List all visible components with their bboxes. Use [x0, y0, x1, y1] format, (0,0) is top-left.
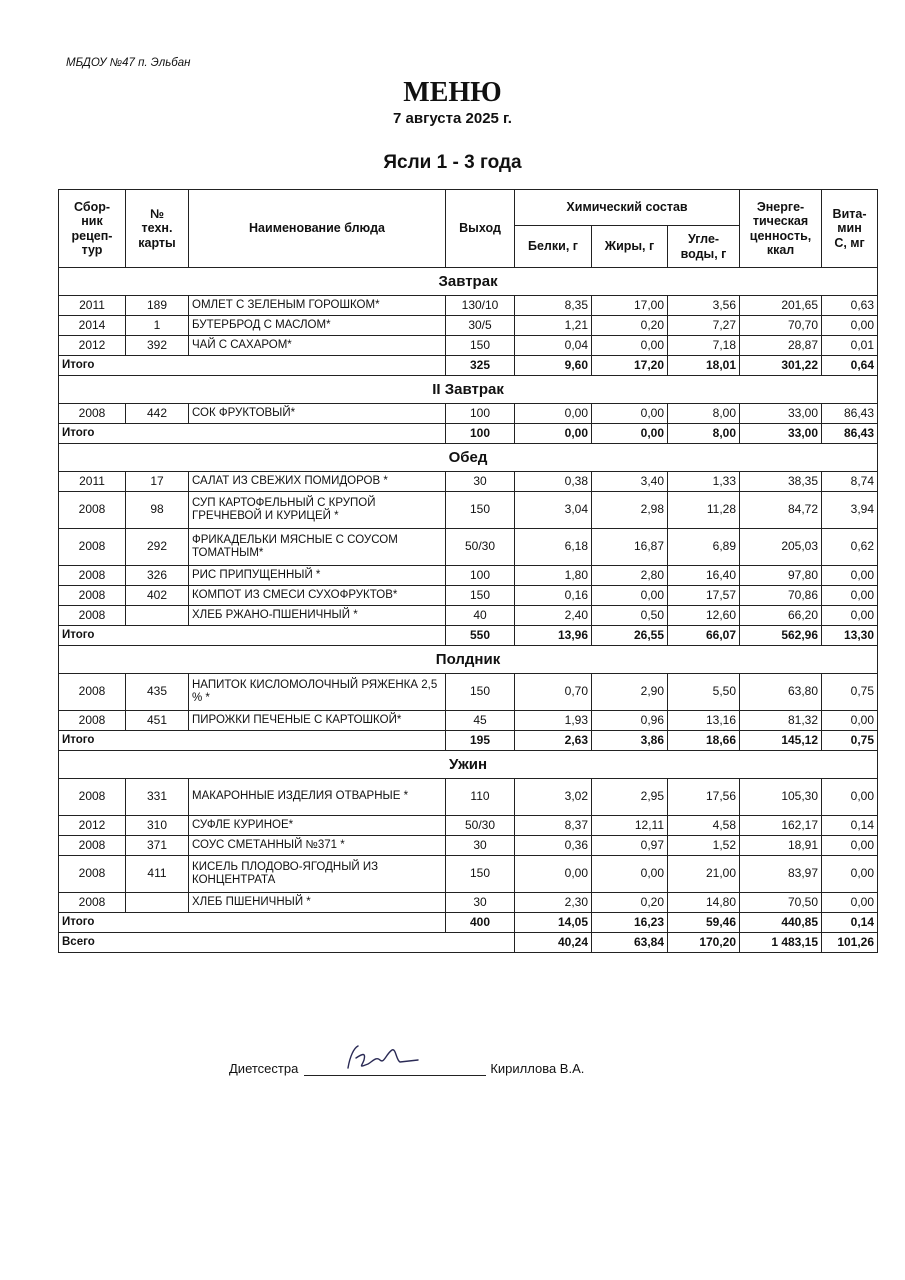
yield-cell: 150: [446, 336, 515, 356]
table-row: [59, 492, 878, 529]
fat-cell: 2,98: [592, 492, 668, 529]
section-total-row: [59, 424, 878, 444]
protein-cell: 3,02: [515, 779, 592, 816]
total-label: Итого: [59, 731, 446, 751]
fat-cell: 2,95: [592, 779, 668, 816]
fat-cell: 17,00: [592, 296, 668, 316]
protein-cell: 0,38: [515, 472, 592, 492]
total-label: Итого: [59, 913, 446, 933]
dish-name-cell: ЧАЙ С САХАРОМ*: [189, 336, 446, 356]
recipe-collection-cell: 2008: [59, 674, 126, 711]
protein-cell: 0,16: [515, 586, 592, 606]
dish-name-cell: СОК ФРУКТОВЫЙ*: [189, 404, 446, 424]
dish-name-cell: ФРИКАДЕЛЬКИ МЯСНЫЕ С СОУСОМ ТОМАТНЫМ*: [189, 529, 446, 566]
vitamin-cell: 0,01: [822, 336, 878, 356]
total-yield-cell: 100: [446, 424, 515, 444]
total-fat-cell: 17,20: [592, 356, 668, 376]
tech-card-cell: 189: [126, 296, 189, 316]
recipe-collection-cell: 2008: [59, 606, 126, 626]
age-group: Ясли 1 - 3 года: [383, 152, 522, 173]
carbs-cell: 7,27: [668, 316, 740, 336]
energy-cell: 18,91: [740, 836, 822, 856]
fat-cell: 3,40: [592, 472, 668, 492]
total-vitamin-cell: 13,30: [822, 626, 878, 646]
total-carbs-cell: 66,07: [668, 626, 740, 646]
fat-cell: 0,00: [592, 336, 668, 356]
organization-name: МБДОУ №47 п. Эльбан: [66, 57, 191, 69]
grand-total-row: [59, 933, 878, 953]
total-vitamin-cell: 0,64: [822, 356, 878, 376]
yield-cell: 150: [446, 856, 515, 893]
energy-cell: 201,65: [740, 296, 822, 316]
menu-body: [59, 268, 878, 953]
yield-cell: 30: [446, 836, 515, 856]
dish-name-cell: КИСЕЛЬ ПЛОДОВО-ЯГОДНЫЙ ИЗ КОНЦЕНТРАТА: [189, 856, 446, 893]
section-total-row: [59, 731, 878, 751]
yield-cell: 150: [446, 674, 515, 711]
grand-total-energy-cell: 1 483,15: [740, 933, 822, 953]
total-vitamin-cell: 86,43: [822, 424, 878, 444]
carbs-cell: 13,16: [668, 711, 740, 731]
energy-cell: 33,00: [740, 404, 822, 424]
fat-cell: 0,96: [592, 711, 668, 731]
vitamin-cell: 0,00: [822, 566, 878, 586]
energy-cell: 70,70: [740, 316, 822, 336]
carbs-cell: 6,89: [668, 529, 740, 566]
energy-cell: 97,80: [740, 566, 822, 586]
yield-cell: 50/30: [446, 529, 515, 566]
recipe-collection-cell: 2008: [59, 566, 126, 586]
total-protein-cell: 13,96: [515, 626, 592, 646]
total-yield-cell: 195: [446, 731, 515, 751]
tech-card-cell: 411: [126, 856, 189, 893]
header-tech-card: № техн. карты: [126, 190, 189, 268]
energy-cell: 38,35: [740, 472, 822, 492]
fat-cell: 0,97: [592, 836, 668, 856]
total-energy-cell: 301,22: [740, 356, 822, 376]
yield-cell: 110: [446, 779, 515, 816]
table-row: [59, 711, 878, 731]
total-fat-cell: 3,86: [592, 731, 668, 751]
carbs-cell: 17,56: [668, 779, 740, 816]
section-total-row: [59, 356, 878, 376]
section-header-row: [59, 751, 878, 779]
section-title: Ужин: [59, 751, 878, 779]
carbs-cell: 8,00: [668, 404, 740, 424]
section-title: II Завтрак: [59, 376, 878, 404]
table-row: [59, 336, 878, 356]
tech-card-cell: [126, 893, 189, 913]
carbs-cell: 17,57: [668, 586, 740, 606]
recipe-collection-cell: 2011: [59, 472, 126, 492]
section-header-row: [59, 376, 878, 404]
header-collection: Сбор- ник рецеп- тур: [59, 190, 126, 268]
vitamin-cell: 0,00: [822, 779, 878, 816]
protein-cell: 2,30: [515, 893, 592, 913]
vitamin-cell: 0,63: [822, 296, 878, 316]
table-row: [59, 893, 878, 913]
header-vitamin: Вита- мин С, мг: [822, 190, 878, 268]
carbs-cell: 16,40: [668, 566, 740, 586]
dish-name-cell: РИС ПРИПУЩЕННЫЙ *: [189, 566, 446, 586]
total-carbs-cell: 18,66: [668, 731, 740, 751]
section-total-row: [59, 913, 878, 933]
recipe-collection-cell: 2014: [59, 316, 126, 336]
section-total-row: [59, 626, 878, 646]
yield-cell: 40: [446, 606, 515, 626]
tech-card-cell: 371: [126, 836, 189, 856]
recipe-collection-cell: 2008: [59, 404, 126, 424]
protein-cell: 0,00: [515, 856, 592, 893]
dish-name-cell: НАПИТОК КИСЛОМОЛОЧНЫЙ РЯЖЕНКА 2,5 % *: [189, 674, 446, 711]
dish-name-cell: СОУС СМЕТАННЫЙ №371 *: [189, 836, 446, 856]
energy-cell: 205,03: [740, 529, 822, 566]
energy-cell: 70,86: [740, 586, 822, 606]
vitamin-cell: 0,00: [822, 606, 878, 626]
energy-cell: 63,80: [740, 674, 822, 711]
carbs-cell: 3,56: [668, 296, 740, 316]
tech-card-cell: 1: [126, 316, 189, 336]
total-protein-cell: 14,05: [515, 913, 592, 933]
protein-cell: 0,04: [515, 336, 592, 356]
tech-card-cell: 17: [126, 472, 189, 492]
protein-cell: 3,04: [515, 492, 592, 529]
menu-table: [58, 189, 878, 953]
protein-cell: 1,93: [515, 711, 592, 731]
recipe-collection-cell: 2008: [59, 856, 126, 893]
section-title: Полдник: [59, 646, 878, 674]
document-title: МЕНЮ: [403, 77, 502, 108]
protein-cell: 1,21: [515, 316, 592, 336]
table-row: [59, 606, 878, 626]
tech-card-cell: 326: [126, 566, 189, 586]
recipe-collection-cell: 2012: [59, 336, 126, 356]
total-carbs-cell: 8,00: [668, 424, 740, 444]
energy-cell: 162,17: [740, 816, 822, 836]
total-fat-cell: 26,55: [592, 626, 668, 646]
vitamin-cell: 0,14: [822, 816, 878, 836]
recipe-collection-cell: 2008: [59, 836, 126, 856]
fat-cell: 0,00: [592, 856, 668, 893]
table-row: [59, 856, 878, 893]
energy-cell: 70,50: [740, 893, 822, 913]
dish-name-cell: СУП КАРТОФЕЛЬНЫЙ С КРУПОЙ ГРЕЧНЕВОЙ И КУРИЦЕЙ *: [189, 492, 446, 529]
tech-card-cell: [126, 606, 189, 626]
recipe-collection-cell: 2008: [59, 492, 126, 529]
total-vitamin-cell: 0,14: [822, 913, 878, 933]
yield-cell: 45: [446, 711, 515, 731]
energy-cell: 83,97: [740, 856, 822, 893]
grand-total-protein-cell: 40,24: [515, 933, 592, 953]
vitamin-cell: 0,62: [822, 529, 878, 566]
yield-cell: 50/30: [446, 816, 515, 836]
carbs-cell: 7,18: [668, 336, 740, 356]
table-row: [59, 529, 878, 566]
yield-cell: 150: [446, 492, 515, 529]
total-carbs-cell: 18,01: [668, 356, 740, 376]
carbs-cell: 4,58: [668, 816, 740, 836]
grand-total-fat-cell: 63,84: [592, 933, 668, 953]
dish-name-cell: САЛАТ ИЗ СВЕЖИХ ПОМИДОРОВ *: [189, 472, 446, 492]
table-row: [59, 779, 878, 816]
vitamin-cell: 0,00: [822, 856, 878, 893]
yield-cell: 30: [446, 472, 515, 492]
table-row: [59, 674, 878, 711]
dish-name-cell: ХЛЕБ ПШЕНИЧНЫЙ *: [189, 893, 446, 913]
vitamin-cell: 3,94: [822, 492, 878, 529]
total-fat-cell: 16,23: [592, 913, 668, 933]
carbs-cell: 12,60: [668, 606, 740, 626]
yield-cell: 100: [446, 404, 515, 424]
header-energy: Энерге- тическая ценность, ккал: [740, 190, 822, 268]
header-carbs: Угле- воды, г: [668, 226, 740, 268]
fat-cell: 16,87: [592, 529, 668, 566]
vitamin-cell: 8,74: [822, 472, 878, 492]
table-row: [59, 586, 878, 606]
total-label: Итого: [59, 424, 446, 444]
recipe-collection-cell: 2008: [59, 529, 126, 566]
yield-cell: 130/10: [446, 296, 515, 316]
protein-cell: 2,40: [515, 606, 592, 626]
tech-card-cell: 310: [126, 816, 189, 836]
carbs-cell: 14,80: [668, 893, 740, 913]
total-fat-cell: 0,00: [592, 424, 668, 444]
tech-card-cell: 392: [126, 336, 189, 356]
dish-name-cell: КОМПОТ ИЗ СМЕСИ СУХОФРУКТОВ*: [189, 586, 446, 606]
protein-cell: 6,18: [515, 529, 592, 566]
yield-cell: 100: [446, 566, 515, 586]
section-header-row: [59, 268, 878, 296]
total-energy-cell: 562,96: [740, 626, 822, 646]
carbs-cell: 11,28: [668, 492, 740, 529]
tech-card-cell: 451: [126, 711, 189, 731]
total-energy-cell: 145,12: [740, 731, 822, 751]
fat-cell: 0,00: [592, 404, 668, 424]
yield-cell: 30: [446, 893, 515, 913]
signature-name: Кириллова В.А.: [490, 1061, 585, 1076]
energy-cell: 84,72: [740, 492, 822, 529]
grand-total-vitamin-cell: 101,26: [822, 933, 878, 953]
dish-name-cell: ОМЛЕТ С ЗЕЛЕНЫМ ГОРОШКОМ*: [189, 296, 446, 316]
vitamin-cell: 0,75: [822, 674, 878, 711]
protein-cell: 8,35: [515, 296, 592, 316]
vitamin-cell: 0,00: [822, 586, 878, 606]
table-row: [59, 472, 878, 492]
grand-total-label: Всего: [59, 933, 515, 953]
recipe-collection-cell: 2011: [59, 296, 126, 316]
dish-name-cell: ХЛЕБ РЖАНО-ПШЕНИЧНЫЙ *: [189, 606, 446, 626]
protein-cell: 8,37: [515, 816, 592, 836]
protein-cell: 1,80: [515, 566, 592, 586]
yield-cell: 30/5: [446, 316, 515, 336]
signature-block: [229, 1058, 584, 1076]
total-energy-cell: 440,85: [740, 913, 822, 933]
vitamin-cell: 0,00: [822, 711, 878, 731]
table-row: [59, 296, 878, 316]
total-protein-cell: 2,63: [515, 731, 592, 751]
vitamin-cell: 86,43: [822, 404, 878, 424]
table-row: [59, 566, 878, 586]
dish-name-cell: СУФЛЕ КУРИНОЕ*: [189, 816, 446, 836]
carbs-cell: 21,00: [668, 856, 740, 893]
table-row: [59, 836, 878, 856]
protein-cell: 0,70: [515, 674, 592, 711]
fat-cell: 0,50: [592, 606, 668, 626]
protein-cell: 0,36: [515, 836, 592, 856]
table-row: [59, 316, 878, 336]
fat-cell: 12,11: [592, 816, 668, 836]
header-dish-name: Наименование блюда: [189, 190, 446, 268]
recipe-collection-cell: 2008: [59, 711, 126, 731]
grand-total-carbs-cell: 170,20: [668, 933, 740, 953]
signature-line: [304, 1058, 486, 1076]
table-row: [59, 816, 878, 836]
fat-cell: 0,20: [592, 316, 668, 336]
total-carbs-cell: 59,46: [668, 913, 740, 933]
dish-name-cell: ПИРОЖКИ ПЕЧЕНЫЕ С КАРТОШКОЙ*: [189, 711, 446, 731]
section-header-row: [59, 646, 878, 674]
carbs-cell: 5,50: [668, 674, 740, 711]
carbs-cell: 1,52: [668, 836, 740, 856]
tech-card-cell: 331: [126, 779, 189, 816]
energy-cell: 105,30: [740, 779, 822, 816]
section-header-row: [59, 444, 878, 472]
fat-cell: 2,80: [592, 566, 668, 586]
fat-cell: 0,00: [592, 586, 668, 606]
total-yield-cell: 400: [446, 913, 515, 933]
menu-date: 7 августа 2025 г.: [393, 110, 512, 127]
tech-card-cell: 435: [126, 674, 189, 711]
dish-name-cell: БУТЕРБРОД С МАСЛОМ*: [189, 316, 446, 336]
total-vitamin-cell: 0,75: [822, 731, 878, 751]
total-yield-cell: 325: [446, 356, 515, 376]
fat-cell: 2,90: [592, 674, 668, 711]
section-title: Обед: [59, 444, 878, 472]
header-protein: Белки, г: [515, 226, 592, 268]
energy-cell: 66,20: [740, 606, 822, 626]
header-chemical-composition: Химический состав: [515, 190, 740, 226]
tech-card-cell: 98: [126, 492, 189, 529]
protein-cell: 0,00: [515, 404, 592, 424]
vitamin-cell: 0,00: [822, 836, 878, 856]
tech-card-cell: 402: [126, 586, 189, 606]
recipe-collection-cell: 2008: [59, 893, 126, 913]
dish-name-cell: МАКАРОННЫЕ ИЗДЕЛИЯ ОТВАРНЫЕ *: [189, 779, 446, 816]
total-protein-cell: 9,60: [515, 356, 592, 376]
vitamin-cell: 0,00: [822, 893, 878, 913]
total-yield-cell: 550: [446, 626, 515, 646]
fat-cell: 0,20: [592, 893, 668, 913]
tech-card-cell: 292: [126, 529, 189, 566]
total-protein-cell: 0,00: [515, 424, 592, 444]
vitamin-cell: 0,00: [822, 316, 878, 336]
section-title: Завтрак: [59, 268, 878, 296]
recipe-collection-cell: 2008: [59, 586, 126, 606]
total-label: Итого: [59, 356, 446, 376]
table-row: [59, 404, 878, 424]
tech-card-cell: 442: [126, 404, 189, 424]
handwritten-signature: [340, 1042, 420, 1076]
header-yield: Выход: [446, 190, 515, 268]
header-fat: Жиры, г: [592, 226, 668, 268]
signature-role: Диетсестра: [229, 1061, 299, 1076]
energy-cell: 28,87: [740, 336, 822, 356]
energy-cell: 81,32: [740, 711, 822, 731]
total-energy-cell: 33,00: [740, 424, 822, 444]
total-label: Итого: [59, 626, 446, 646]
yield-cell: 150: [446, 586, 515, 606]
recipe-collection-cell: 2008: [59, 779, 126, 816]
recipe-collection-cell: 2012: [59, 816, 126, 836]
carbs-cell: 1,33: [668, 472, 740, 492]
